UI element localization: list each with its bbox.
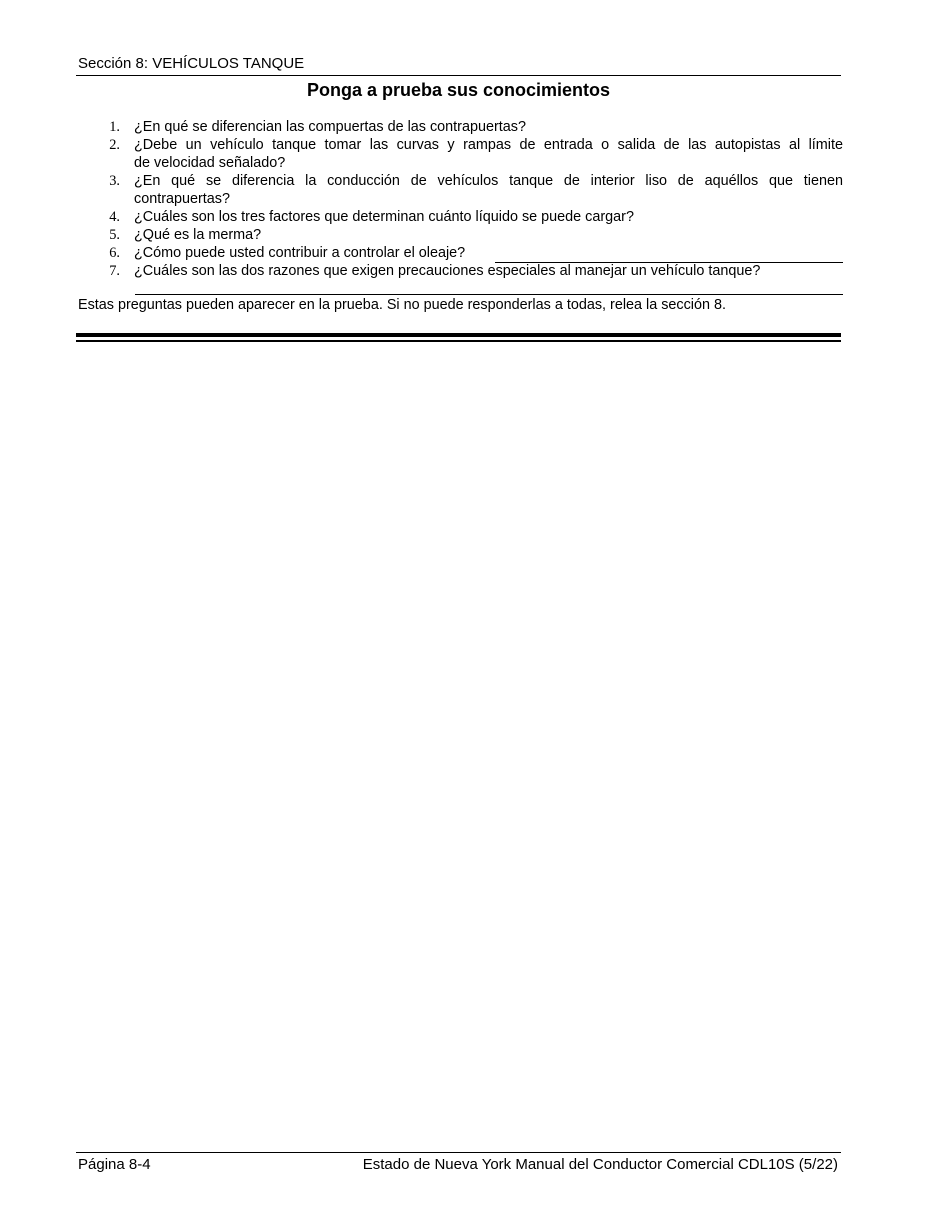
question-text-continued: de velocidad señalado? [134,155,286,171]
section-end-rule-thin [76,340,841,342]
answer-line-question-6[interactable] [495,262,843,263]
question-list [100,118,843,280]
section-end-rule-thick [76,333,841,337]
question-1 [100,118,843,136]
question-5 [100,226,843,244]
publication-title: Estado de Nueva York Manual del Conductor Comercial CDL10S (5/22) [362,1156,838,1173]
question-text: ¿Cómo puede usted contribuir a controlar el oleaje? [134,245,466,261]
study-note: Estas preguntas pueden aparecer en la prueba. Si no puede responderlas a todas, relea la sección 8. [78,297,727,313]
question-number: 5. [109,227,120,243]
question-number: 3. [109,173,120,189]
question-6 [100,244,843,262]
question-text: ¿Debe un vehículo tanque tomar las curvas y rampas de entrada o salida de las autopistas al límite [134,137,843,153]
question-text-continued: contrapuertas? [134,191,230,207]
header-divider [76,75,841,76]
question-text: ¿En qué se diferencia la conducción de vehículos tanque de interior liso de aquéllos que tienen [134,173,843,189]
page-title: Ponga a prueba sus conocimientos [306,80,611,100]
question-text: ¿Qué es la merma? [134,227,262,243]
question-3 [100,172,843,208]
answer-line-question-7[interactable] [135,294,843,295]
question-number: 7. [109,263,120,279]
question-4 [100,208,843,226]
page-number: Página 8-4 [78,1156,151,1173]
footer-divider [76,1152,841,1153]
section-header: Sección 8: VEHÍCULOS TANQUE [78,55,305,72]
question-number: 1. [109,119,120,135]
question-number: 4. [109,209,120,225]
question-text: ¿Cuáles son los tres factores que determinan cuánto líquido se puede cargar? [134,209,634,225]
question-text: ¿Cuáles son las dos razones que exigen precauciones especiales al manejar un vehículo tanque? [134,263,761,279]
question-7 [100,262,843,280]
question-number: 6. [109,245,120,261]
question-number: 2. [109,137,120,153]
question-2 [100,136,843,172]
question-text: ¿En qué se diferencian las compuertas de las contrapuertas? [134,119,526,135]
